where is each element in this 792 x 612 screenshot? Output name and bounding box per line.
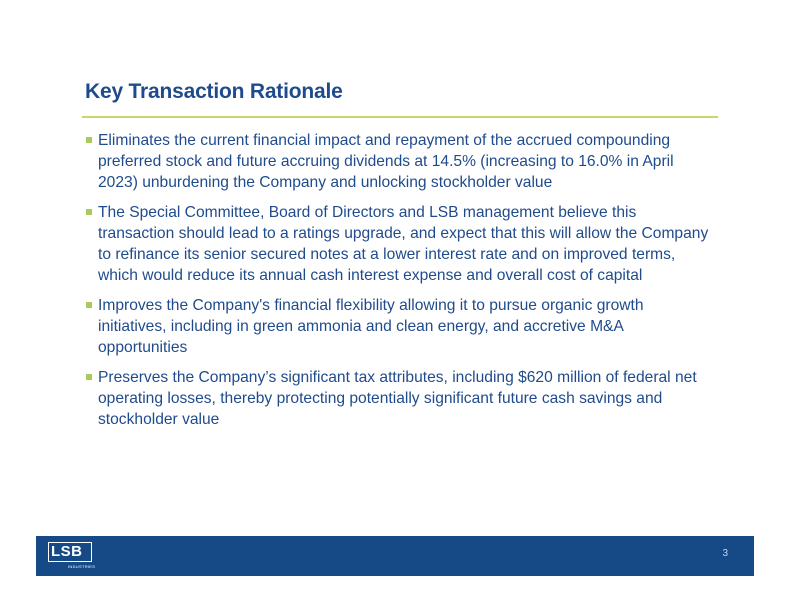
bullet-list (86, 130, 711, 439)
bullet-item (86, 202, 711, 286)
footer-bar (36, 536, 754, 576)
logo-subtext: INDUSTRIES (68, 564, 96, 569)
bullet-text: Eliminates the current financial impact and repayment of the accrued compounding preferred stock and future accruing dividends at 14.5% (increasing to 16.0% in April 2023) unburdening the Company and unlocking stockholder value (98, 132, 674, 191)
square-bullet-icon (86, 137, 92, 143)
bullet-text: Preserves the Company’s significant tax attributes, including $620 million of federal net operating losses, thereby protecting potentially significant future cash savings and stockholder value (98, 369, 697, 428)
bullet-item (86, 295, 711, 358)
bullet-item (86, 130, 711, 193)
page-number: 3 (722, 548, 728, 559)
logo-text: LSB (51, 543, 83, 560)
bullet-text: The Special Committee, Board of Directors and LSB management believe this transaction should lead to a ratings upgrade, and expect that this will allow the Company to refinance its senior secured notes at a lower interest rate and on improved terms, which would reduce its annual cash interest expense and overall cost of capital (98, 204, 709, 284)
square-bullet-icon (86, 302, 92, 308)
title-divider (82, 116, 718, 118)
slide-title: Key Transaction Rationale (85, 80, 343, 103)
bullet-text: Improves the Company's financial flexibility allowing it to pursue organic growth initiatives, including in green ammonia and clean energy, and accretive M&A opportunities (98, 297, 644, 356)
bullet-item (86, 367, 711, 430)
square-bullet-icon (86, 374, 92, 380)
square-bullet-icon (86, 209, 92, 215)
lsb-logo (48, 542, 94, 570)
